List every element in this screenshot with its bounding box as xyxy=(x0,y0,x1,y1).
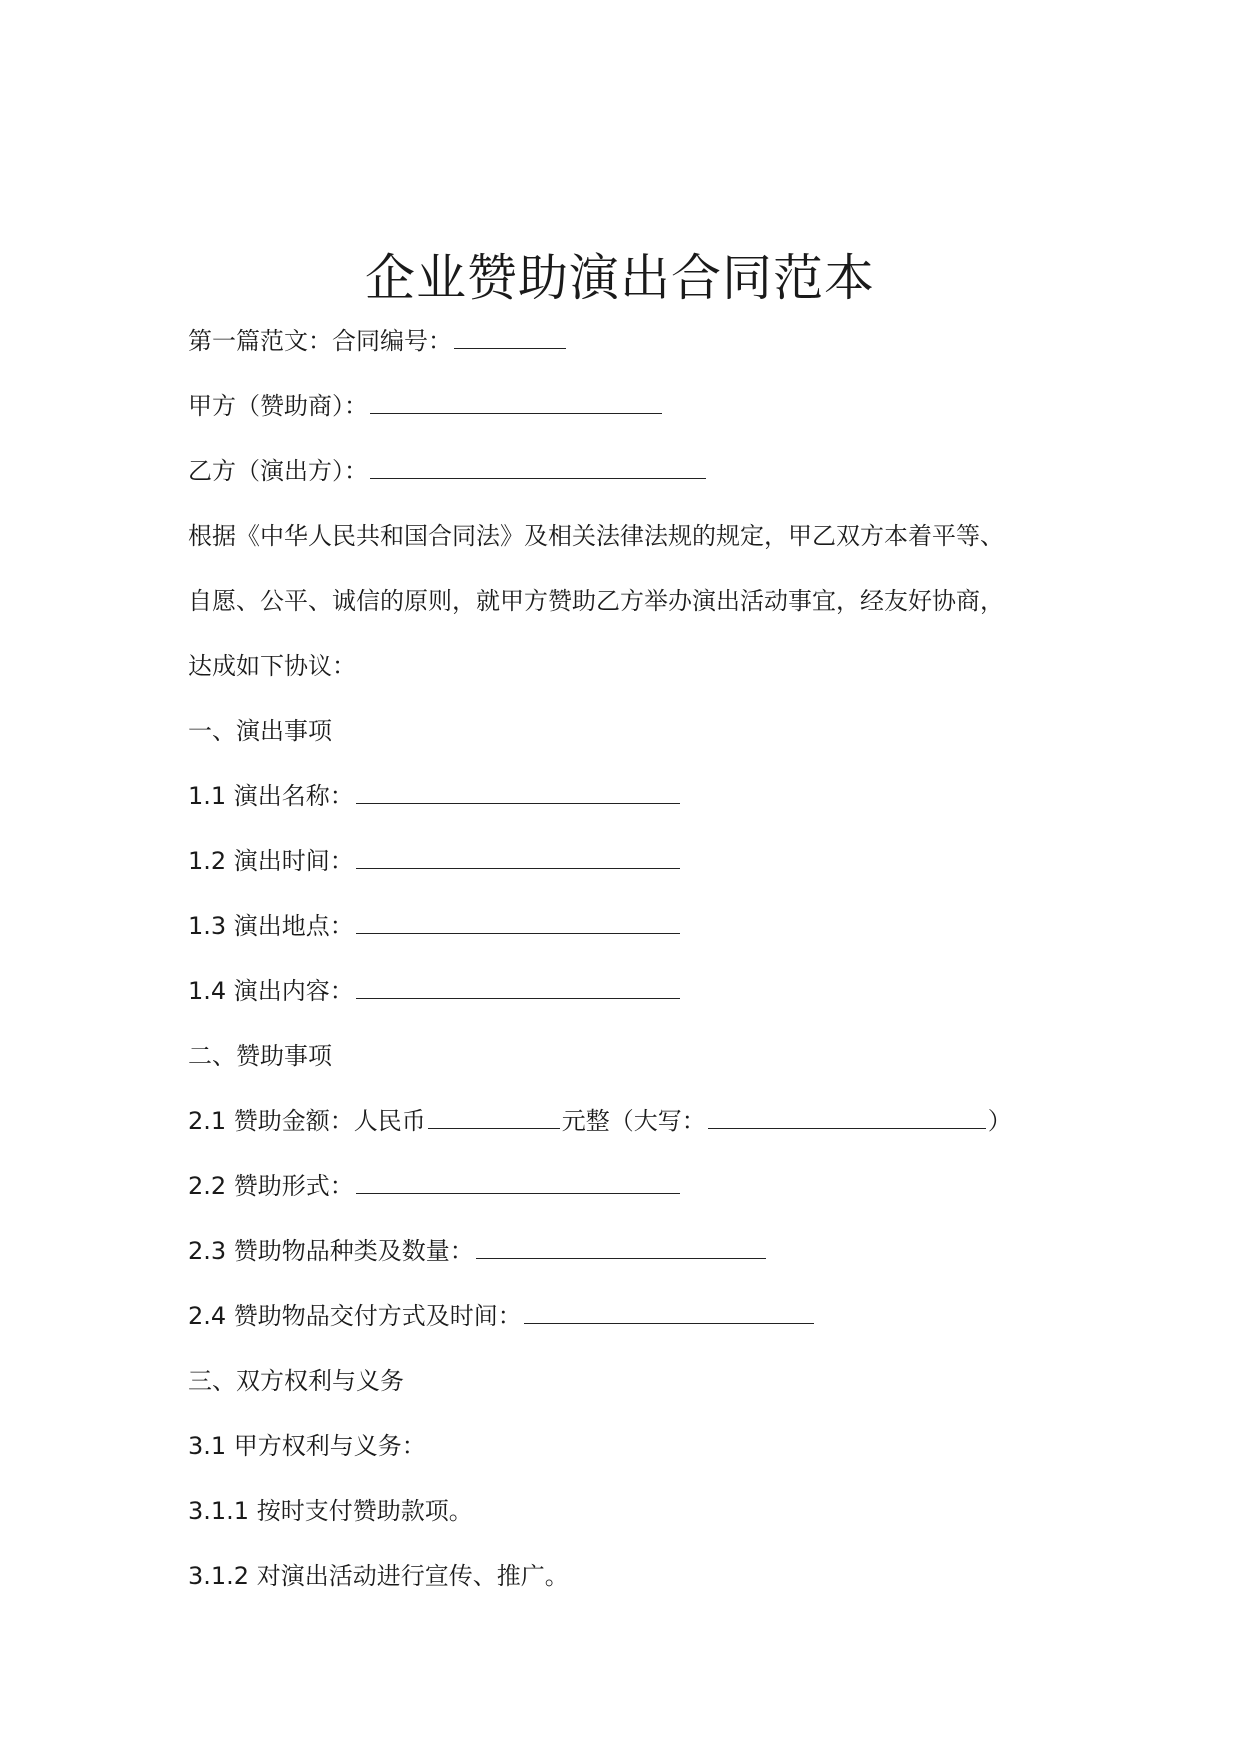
amount-in-words-field[interactable] xyxy=(708,1106,986,1129)
clause-2-3 xyxy=(188,1235,768,1267)
clause-2-2 xyxy=(188,1170,682,1202)
label: 1.1 演出名称： xyxy=(188,782,354,810)
sponsorship-form-field[interactable] xyxy=(356,1171,680,1194)
clause-2-4 xyxy=(188,1300,816,1332)
party-a-line xyxy=(188,390,664,422)
sponsorship-amount-field[interactable] xyxy=(428,1106,560,1129)
label: 乙方（演出方）： xyxy=(188,457,368,485)
section-heading-1: 一、演出事项 xyxy=(188,717,332,745)
label: 第一篇范文：合同编号： xyxy=(188,327,452,355)
party-b-line xyxy=(188,455,708,487)
preamble-line-2: 自愿、公平、诚信的原则，就甲方赞助乙方举办演出活动事宜，经友好协商， xyxy=(188,587,1004,615)
label: 元整（大写： xyxy=(561,1107,706,1135)
delivery-method-time-field[interactable] xyxy=(524,1301,814,1324)
label: 2.4 赞助物品交付方式及时间： xyxy=(188,1302,522,1330)
party-a-field[interactable] xyxy=(370,391,662,414)
contract-number-line xyxy=(188,325,568,357)
performance-location-field[interactable] xyxy=(356,911,680,934)
document-title: 企业赞助演出合同范本 xyxy=(365,248,875,307)
performance-time-field[interactable] xyxy=(356,846,680,869)
clause-3-1-2: 3.1.2 对演出活动进行宣传、推广。 xyxy=(188,1562,569,1590)
clause-3-1: 3.1 甲方权利与义务： xyxy=(188,1432,426,1460)
clause-2-1 xyxy=(188,1105,1012,1137)
label: 2.1 赞助金额：人民币 xyxy=(188,1107,426,1135)
performance-content-field[interactable] xyxy=(356,976,680,999)
section-heading-2: 二、赞助事项 xyxy=(188,1042,332,1070)
label: 1.4 演出内容： xyxy=(188,977,354,1005)
label: 2.2 赞助形式： xyxy=(188,1172,354,1200)
label: 2.3 赞助物品种类及数量： xyxy=(188,1237,474,1265)
section-heading-3: 三、双方权利与义务 xyxy=(188,1367,404,1395)
clause-1-3 xyxy=(188,910,682,942)
performance-name-field[interactable] xyxy=(356,781,680,804)
label: 甲方（赞助商）： xyxy=(188,392,368,420)
label: ） xyxy=(987,1107,1012,1135)
items-type-quantity-field[interactable] xyxy=(476,1236,766,1259)
clause-3-1-1: 3.1.1 按时支付赞助款项。 xyxy=(188,1497,473,1525)
label: 1.3 演出地点： xyxy=(188,912,354,940)
contract-number-field[interactable] xyxy=(454,326,566,349)
label: 1.2 演出时间： xyxy=(188,847,354,875)
clause-1-2 xyxy=(188,845,682,877)
preamble-line-3: 达成如下协议： xyxy=(188,652,356,680)
party-b-field[interactable] xyxy=(370,456,706,479)
preamble-line-1: 根据《中华人民共和国合同法》及相关法律法规的规定，甲乙双方本着平等、 xyxy=(188,522,1004,550)
clause-1-4 xyxy=(188,975,682,1007)
clause-1-1 xyxy=(188,780,682,812)
